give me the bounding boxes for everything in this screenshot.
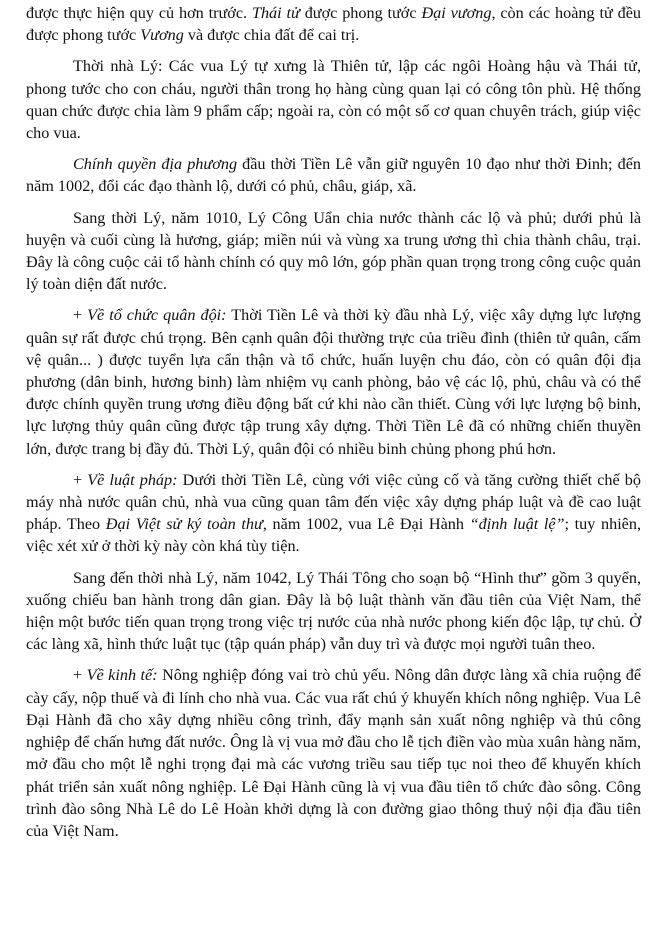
paragraph-3: [26, 153, 641, 197]
italic-term-dai-vuong: Đại vương: [421, 4, 492, 22]
text-run: ; tuy nhiên, việc xét xử ở thời kỳ này còn khá tùy tiện.: [26, 515, 642, 556]
paragraph-8: [26, 664, 641, 842]
bullet-plus: +: [73, 306, 88, 325]
text-run: Sang đến thời nhà Lý, năm 1042, Lý Thái Tông cho soạn bộ “Hình thư” gồm 3 quyển, xuống chiếu ban hành trong dân gian. Đây là bộ luật thành văn đầu tiên của Việt Nam, thể hiện một bước tiến quan trọng trong việc trị nước của nhà nước phong kiến độc lập, tự chủ. Ở các làng xã, hình thức luật tục (tập quán pháp) vẫn duy trì và được mọi người tuân theo.: [26, 568, 641, 654]
paragraph-1: [26, 2, 641, 46]
italic-book-title: Đại Việt sử ký toàn thư: [105, 515, 263, 534]
text-run: Nông nghiệp đóng vai trò chủ yếu. Nông dân được làng xã chia ruộng để cày cấy, nộp thuế và đi lính cho nhà vua. Các vua rất chú ý khuyến khích nông nghiệp. Vua Lê Đại Hành đã cho xây dựng nhiều công trình, đẩy mạnh sản xuất nông nghiệp và thủ công nghiệp để chấn hưng đất nước. Ông là vị vua mở đầu cho lễ tịch điền vào mùa xuân hàng năm, mở đầu cho một lễ nghi trọng đại mà các vương triều sau tiếp tục noi theo để khuyến khích phát triển sản xuất nông nghiệp. Lê Đại Hành cũng là vị vua đầu tiên tổ chức đào sông. Công trình đào sông Nhà Lê do Lê Hoàn khởi dựng là con đường giao thông thuỷ nội địa đầu tiên của Việt Nam.: [26, 666, 642, 840]
text-run: và được chia đất để cai trị.: [183, 26, 360, 45]
section-heading-luat-phap: Về luật pháp:: [87, 470, 178, 489]
paragraph-5: [26, 304, 641, 459]
italic-quote: “định luật lệ”: [469, 515, 565, 534]
text-run: đầu thời Tiền Lê vẫn giữ nguyên 10 đạo như thời Đinh; đến năm 1002, đổi các đạo thành lộ, dưới có phủ, châu, giáp, xã.: [26, 155, 641, 196]
text-run: được thực hiện quy củ hơn trước.: [26, 4, 252, 22]
italic-term-vuong: Vương: [140, 26, 184, 45]
bullet-plus: +: [73, 666, 87, 685]
text-run: , còn các hoàng tử đều được phong tước: [26, 4, 641, 45]
bullet-plus: +: [73, 470, 88, 489]
text-run: Sang thời Lý, năm 1010, Lý Công Uẩn chia nước thành các lộ và phủ; dưới phủ là huyện và cuối cùng là hương, giáp; miền núi và vùng xa trung ương thì chia thành châu, trại. Đây là công cuộc cải tổ hành chính có quy mô lớn, góp phần quan trọng trong công cuộc quản lý toàn diện đất nước.: [26, 208, 641, 294]
text-run: được phong tước: [299, 4, 422, 22]
text-run: Thời nhà Lý: Các vua Lý tự xưng là Thiên tử, lập các ngôi Hoàng hậu và Thái tử, phong tước cho con cháu, người thân trong họ hàng cùng quan lại có công tôn phù. Hệ thống quan chức được chia làm 9 phẩm cấp; ngoài ra, còn có một số cơ quan chuyên trách, giúp việc cho vua.: [26, 57, 641, 143]
paragraph-4: [26, 207, 641, 296]
italic-term-chinh-quyen: Chính quyền địa phương: [73, 155, 238, 174]
text-run: Thời Tiền Lê và thời kỳ đầu nhà Lý, việc xây dựng lực lượng quân sự rất được chú trọng. Bên cạnh quân đội thường trực của triều đình (thiên tử quân, cấm vệ quân... ) được tuyển lựa cẩn thận và tổ chức, huấn luyện chu đáo, còn có quân đội địa phương (dân binh, hương binh) làm nhiệm vụ canh phòng, bảo vệ các lộ, phủ, châu và có thể được chính quyền trung ương điều động bất cứ khi nào cần thiết. Cùng với lực lượng bộ binh, lực lượng thủy quân cũng được tập trung xây dựng. Thời Tiền Lê đã có những chiến thuyền lớn, được trang bị đầy đủ. Thời Lý, quân đội có nhiều binh chủng phong phú hơn.: [26, 306, 641, 458]
paragraph-7: [26, 567, 641, 656]
paragraph-2: [26, 55, 641, 144]
section-heading-kinh-te: Về kinh tế:: [86, 666, 158, 685]
section-heading-quan-doi: Về tổ chức quân đội:: [87, 306, 227, 325]
text-run: , năm 1002, vua Lê Đại Hành: [262, 515, 470, 534]
paragraph-6: [26, 469, 641, 558]
italic-term-thai-tu: Thái tử: [251, 4, 300, 22]
text-run: Dưới thời Tiền Lê, cùng với việc củng cố và tăng cường thiết chế bộ máy nhà nước quân chủ, nhà vua cũng quan tâm đến việc xây dựng pháp luật và đề cao luật pháp. Theo: [26, 470, 641, 534]
